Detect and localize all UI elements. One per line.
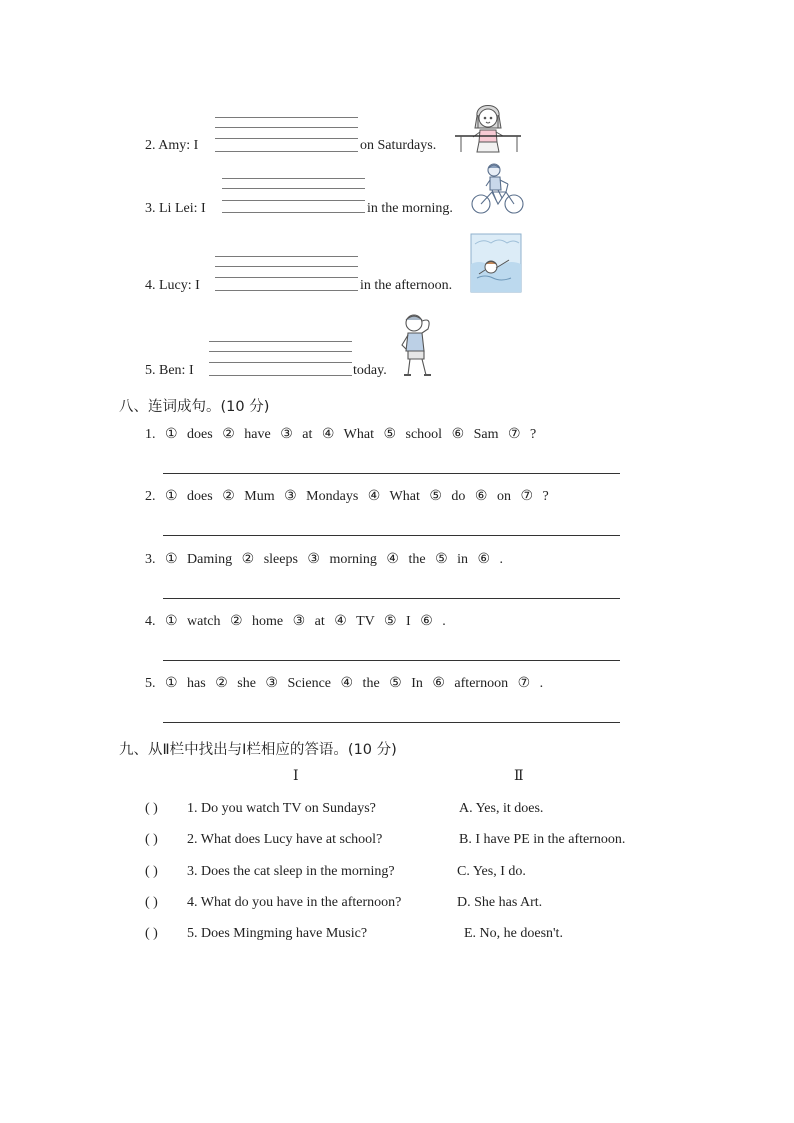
girl-swimming-icon — [471, 234, 521, 292]
word-order-item-2: 2. ① does ② Mum ③ Mondays ④ What ⑤ do ⑥ on ⑦ ? — [145, 489, 549, 504]
item-suffix: on Saturdays. — [360, 138, 437, 153]
answer-bracket[interactable]: ( ) — [145, 832, 158, 847]
answer-bracket[interactable]: ( ) — [145, 864, 158, 879]
girl-playing-ping-pong-icon — [455, 98, 525, 154]
answer-option: C. Yes, I do. — [457, 864, 526, 879]
answer-line[interactable] — [163, 473, 620, 474]
writing-lines[interactable] — [215, 117, 358, 153]
word-order-item-5: 5. ① has ② she ③ Science ④ the ⑤ In ⑥ afternoon ⑦ . — [145, 676, 544, 691]
item-suffix: in the afternoon. — [360, 278, 453, 293]
answer-line[interactable] — [163, 722, 620, 723]
section-heading: 九、从Ⅱ栏中找出与Ⅰ栏相应的答语。(10 分) — [119, 742, 397, 758]
item-suffix: in the morning. — [367, 201, 453, 216]
item-suffix: today. — [353, 363, 387, 378]
item-prefix: 5. Ben: I — [145, 363, 194, 378]
answer-bracket[interactable]: ( ) — [145, 895, 158, 910]
writing-lines[interactable] — [222, 178, 365, 214]
item-prefix: 4. Lucy: I — [145, 278, 200, 293]
answer-line[interactable] — [163, 535, 620, 536]
word-order-item-3: 3. ① Daming ② sleeps ③ morning ④ the ⑤ in ⑥ . — [145, 552, 504, 567]
answer-line[interactable] — [163, 660, 620, 661]
column-header-2: Ⅱ — [514, 769, 524, 784]
word-order-item-4: 4. ① watch ② home ③ at ④ TV ⑤ I ⑥ . — [145, 614, 446, 629]
boy-doing-exercise-icon — [398, 311, 440, 379]
answer-option: D. She has Art. — [457, 895, 543, 910]
boy-riding-bike-icon — [470, 160, 526, 216]
question-text: 5. Does Mingming have Music? — [187, 926, 368, 941]
answer-option: E. No, he doesn't. — [464, 926, 563, 941]
writing-lines[interactable] — [215, 256, 358, 292]
word-order-item-1: 1. ① does ② have ③ at ④ What ⑤ school ⑥ Sam ⑦ ? — [145, 427, 537, 442]
answer-line[interactable] — [163, 598, 620, 599]
answer-option: A. Yes, it does. — [459, 801, 544, 816]
item-prefix: 2. Amy: I — [145, 138, 199, 153]
answer-bracket[interactable]: ( ) — [145, 926, 158, 941]
writing-lines[interactable] — [209, 341, 352, 377]
question-text: 1. Do you watch TV on Sundays? — [187, 801, 376, 816]
question-text: 3. Does the cat sleep in the morning? — [187, 864, 395, 879]
item-prefix: 3. Li Lei: I — [145, 201, 206, 216]
column-header-1: Ⅰ — [293, 769, 299, 784]
answer-option: B. I have PE in the afternoon. — [459, 832, 626, 847]
question-text: 2. What does Lucy have at school? — [187, 832, 383, 847]
answer-bracket[interactable]: ( ) — [145, 801, 158, 816]
question-text: 4. What do you have in the afternoon? — [187, 895, 402, 910]
section-heading: 八、连词成句。(10 分) — [119, 399, 270, 415]
